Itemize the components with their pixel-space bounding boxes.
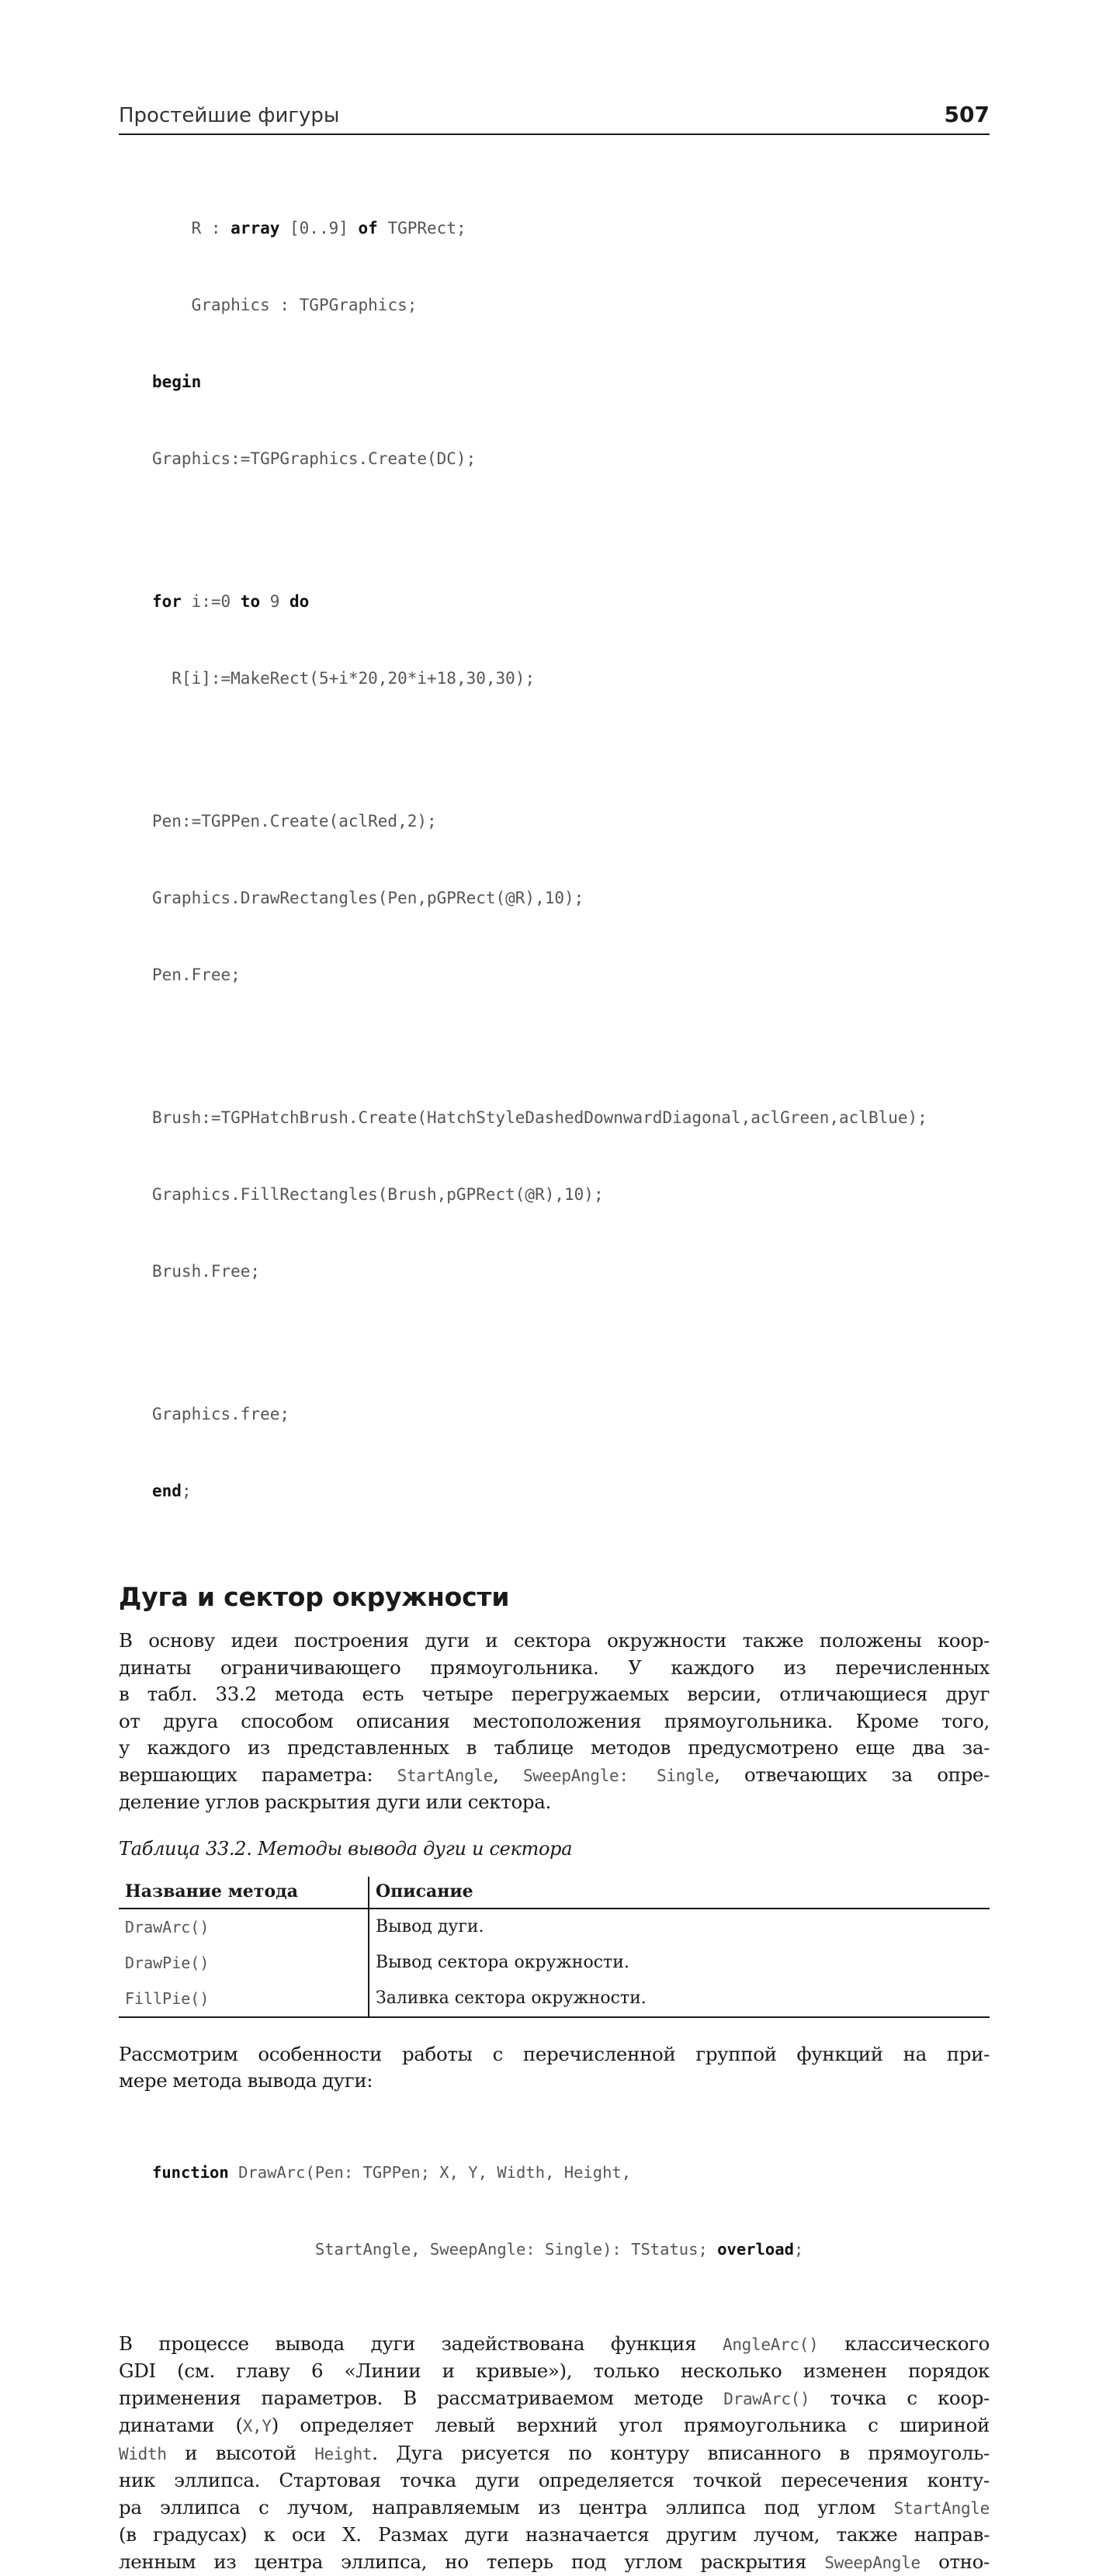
description-cell: Вывод сектора окружности. [369, 1945, 990, 1981]
table-row [119, 1909, 990, 1945]
inline-code: SweepAngle [824, 2553, 920, 2572]
table-header-row [119, 1877, 990, 1909]
code-keyword: for [152, 592, 182, 611]
code-keyword: array [231, 219, 279, 237]
method-cell: DrawPie() [119, 1945, 369, 1981]
column-header-method: Название метода [119, 1877, 369, 1909]
code-line [152, 369, 990, 395]
code-line: function DrawArc(Pen: TGPPen; X, Y, Width, Height, [152, 2160, 990, 2186]
inline-code: X,Y [243, 2417, 272, 2436]
code-line: Brush.Free; [152, 1259, 990, 1285]
method-cell: DrawArc() [119, 1909, 369, 1945]
table-caption: Таблица 33.2. Методы вывода дуги и сектора [119, 1838, 990, 1860]
running-title: Простейшие фигуры [119, 104, 339, 127]
description-cell: Заливка сектора окружности. [369, 1981, 990, 2017]
book-page [119, 99, 990, 2576]
code-keyword: begin [152, 373, 201, 391]
code-listing [152, 165, 990, 1555]
inline-code: Height [314, 2445, 372, 2463]
code-keyword: end [152, 1482, 182, 1500]
code-keyword: of [359, 219, 378, 237]
code-keyword: overload [717, 2240, 794, 2259]
code-line: end; [152, 1479, 990, 1504]
code-keyword: do [289, 592, 309, 611]
inline-code: StartAngle [397, 1766, 493, 1785]
inline-code: AngleArc() [723, 2335, 818, 2354]
table-row [119, 1981, 990, 2017]
body-paragraph: В процессе вывода дуги задействована функция AngleArc() классического GDI (см. главу 6 «Линии и кривые»), только несколько изменен порядок применения параметров. В рассматриваемом методе DrawArc() точка с коор- динатами (X,Y) определяет левый верхний угол прямоугольника с шириной Width и высотой Height. Дуга рисуется по контуру вписанного в прямоуголь- ник эллипса. Стартовая точка дуги определяется точкой пересечения конту- ра эллипса с лучом, направляемым из центра эллипса под углом StartAngle (в градусах) к оси X. Размах дуги назначается другим лучом, также направ- ленным из центра эллипса, но теперь под углом раскрытия SweepAngle отно- [119, 2331, 990, 2576]
inline-code: StartAngle [894, 2499, 990, 2518]
running-header [119, 99, 990, 135]
code-line: Brush:=TGPHatchBrush.Create(HatchStyleDashedDownwardDiagonal,aclGreen,aclBlue); [152, 1105, 990, 1131]
code-keyword: to [241, 592, 260, 611]
inline-code: Width [119, 2445, 167, 2463]
code-line: Graphics : TGPGraphics; [152, 293, 990, 318]
code-line: for i:=0 to 9 do [152, 589, 990, 615]
page-number: 507 [945, 102, 990, 127]
code-line: Graphics:=TGPGraphics.Create(DC); [152, 446, 990, 472]
code-line: StartAngle, SweepAngle: Single): TStatus; overload; [152, 2237, 990, 2262]
body-paragraph: В основу идеи построения дуги и сектора окружности также положены коор- динаты ограничивающего прямоугольника. У каждого из перечисленных в табл. 33.2 метода есть четыре перегружаемых версии, отличающиеся друг от друга способом описания местоположения прямоугольника. Кроме того, у каждого из представленных в таблице методов предусмотрено еще два за- вершающих параметра: StartAngle, SweepAngle: Single, отвечающих за опре- деление углов раскрытия дуги или сектора. [119, 1628, 990, 1816]
function-signature [152, 2109, 990, 2314]
body-paragraph: Рассмотрим особенности работы с перечисленной группой функций на при- мере метода вывода дуги: [119, 2041, 990, 2095]
code-line: Pen:=TGPPen.Create(aclRed,2); [152, 809, 990, 834]
method-cell: FillPie() [119, 1981, 369, 2017]
code-line: Graphics.FillRectangles(Brush,pGPRect(@R),10); [152, 1182, 990, 1208]
code-line: R[i]:=MakeRect(5+i*20,20*i+18,30,30); [152, 666, 990, 692]
code-line: Graphics.free; [152, 1402, 990, 1427]
methods-table [119, 1877, 990, 2018]
code-keyword: function [152, 2163, 229, 2182]
section-heading: Дуга и сектор окружности [119, 1582, 990, 1612]
code-line: Pen.Free; [152, 962, 990, 988]
column-header-description: Описание [369, 1877, 990, 1909]
description-cell: Вывод дуги. [369, 1909, 990, 1945]
code-line: R : array [0..9] of TGPRect; [152, 216, 990, 241]
code-line: Graphics.DrawRectangles(Pen,pGPRect(@R),10); [152, 886, 990, 911]
inline-code: DrawArc() [723, 2390, 810, 2408]
inline-code: SweepAngle: Single [523, 1766, 714, 1785]
table-row [119, 1945, 990, 1981]
